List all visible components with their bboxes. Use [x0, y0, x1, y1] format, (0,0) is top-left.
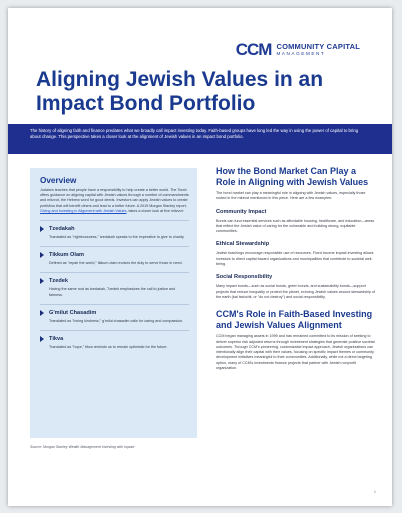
term-divider — [40, 246, 189, 247]
term-name: Tzedek — [49, 278, 68, 285]
term-divider — [40, 304, 189, 305]
ccm-logo — [236, 40, 360, 60]
section-body-ccm-role: CCM began managing assets in 1999 and has remained committed to its mission of seeking to deliver superior risk adjusted returns through investment strategies that generate positive societal outcomes. Through CCM's pioneering, customizable impact approach, Jewish organizations can intentionally align their capital with their values, focusing on specific impact themes or community development initiatives meaningful to their communities. Additionally, while not a direct targeting option, many of CCM's investments finance projects that partner with Jewish nonprofit organization. — [216, 334, 375, 371]
logo-text — [276, 43, 360, 57]
term-head — [40, 252, 189, 258]
triangle-bullet-icon — [40, 336, 44, 342]
subheading-ethical-stewardship: Ethical Stewardship — [216, 241, 270, 248]
term-desc: Translated as "loving kindness," g'milut chasadim calls for caring and compassion. — [49, 318, 184, 323]
term-name: Tzedakah — [49, 226, 75, 233]
overview-body-text: Judaism teaches that people have a responsibility to help create a better world. The Torah offers guidance on aligning capital with Jewish values through a number of commandments and mitzvot, the Hebrew word for good deeds. Investors can apply Jewish values to create portfolios that will benefit others and lead to a better future. A 2019 Morgan Stanley report, — [40, 188, 189, 208]
body-ethical-stewardship: Jewish teachings encourage responsible use of resources. Fixed income impact investing allows investors to direct capital toward organizations and municipalities that contribute to societal well-being. — [216, 251, 374, 267]
body-community-impact: Bonds can fund essential services such as affordable housing, healthcare, and education—areas that reflect the Jewish value of caring for the vulnerable and building strong, equitable communities. — [216, 218, 375, 234]
term-desc: Translated as "righteousness," tzedakah speaks to the imperative to give to charity. — [49, 235, 185, 240]
morgan-stanley-report-link[interactable]: Giving and Investing in Alignment with Jewish Values — [40, 208, 127, 213]
term-name: Tikva — [49, 336, 64, 343]
term-head — [40, 310, 189, 316]
term-name: G'milut Chasadim — [49, 309, 97, 316]
term-head — [40, 278, 189, 284]
intro-band — [8, 124, 392, 154]
overview-box — [30, 168, 197, 438]
overview-body-end: , takes a closer look at five mitzvot: — [126, 208, 184, 213]
term-desc: Defined as "repair the world," tikkum olam evokes the duty to serve those in need. — [49, 261, 183, 266]
intro-text: The history of aligning faith and finance predates what we broadly call impact investing today. Faith-based groups have long led the way in using the power of capital to bring about change. This perspective takes a closer look at the alignment of Jewish values in an impact bond portfolio. — [30, 128, 359, 139]
triangle-bullet-icon — [40, 278, 44, 284]
term-desc: Having the same root as tzedakah, Tzedek emphasizes the call to justice and fairness. — [49, 287, 176, 297]
section-heading-bond-market: How the Bond Market Can Play a Role in Aligning with Jewish Values — [216, 166, 369, 187]
term-tzedek — [40, 272, 189, 297]
overview-source: Source: Morgan Stanley Wealth Management Investing with Impact — [30, 445, 135, 449]
triangle-bullet-icon — [40, 226, 44, 232]
term-tikkum-olam — [40, 246, 189, 266]
term-tikva — [40, 330, 189, 350]
overview-body — [40, 188, 189, 214]
section-heading-ccm-role: CCM's Role in Faith-Based Investing and Jewish Values Alignment — [216, 309, 373, 330]
term-head — [40, 336, 189, 342]
logo-line1: COMMUNITY CAPITAL — [276, 41, 360, 51]
term-name: Tikkum Olam — [49, 252, 85, 259]
subheading-social-responsibility: Social Responsibility — [216, 274, 273, 281]
document-page — [8, 8, 392, 506]
triangle-bullet-icon — [40, 310, 44, 316]
term-gmilut-chasadim — [40, 304, 189, 324]
term-divider — [40, 220, 189, 221]
body-social-responsibility: Many impact bonds—such as social bonds, green bonds, and sustainability bonds—support projects that reduce inequality or protect the planet, echoing Jewish values around stewardship of the earth (bal tashchit, or "do not destroy") and social responsibility. — [216, 284, 376, 299]
section-body-bond-market: The bond market can play a meaningful role in aligning with Jewish values, especially those rooted in the mitzvot mentioned in this piece. Here are a few examples: — [216, 191, 366, 201]
term-head — [40, 226, 189, 232]
term-desc: Translated as "hope," tikva reminds us to remain optimistic for the future. — [49, 345, 168, 350]
logo-mark: CCM — [235, 40, 272, 59]
page-number: 1 — [373, 490, 376, 494]
overview-title: Overview — [40, 176, 77, 185]
term-divider — [40, 330, 189, 331]
page-title: Aligning Jewish Values in an Impact Bond Portfolio — [36, 68, 324, 115]
subheading-community-impact: Community Impact — [216, 208, 267, 215]
term-divider — [40, 272, 189, 273]
triangle-bullet-icon — [40, 252, 44, 258]
logo-line2: MANAGEMENT — [276, 51, 326, 57]
right-column — [216, 166, 376, 371]
term-tzedakah — [40, 220, 189, 240]
